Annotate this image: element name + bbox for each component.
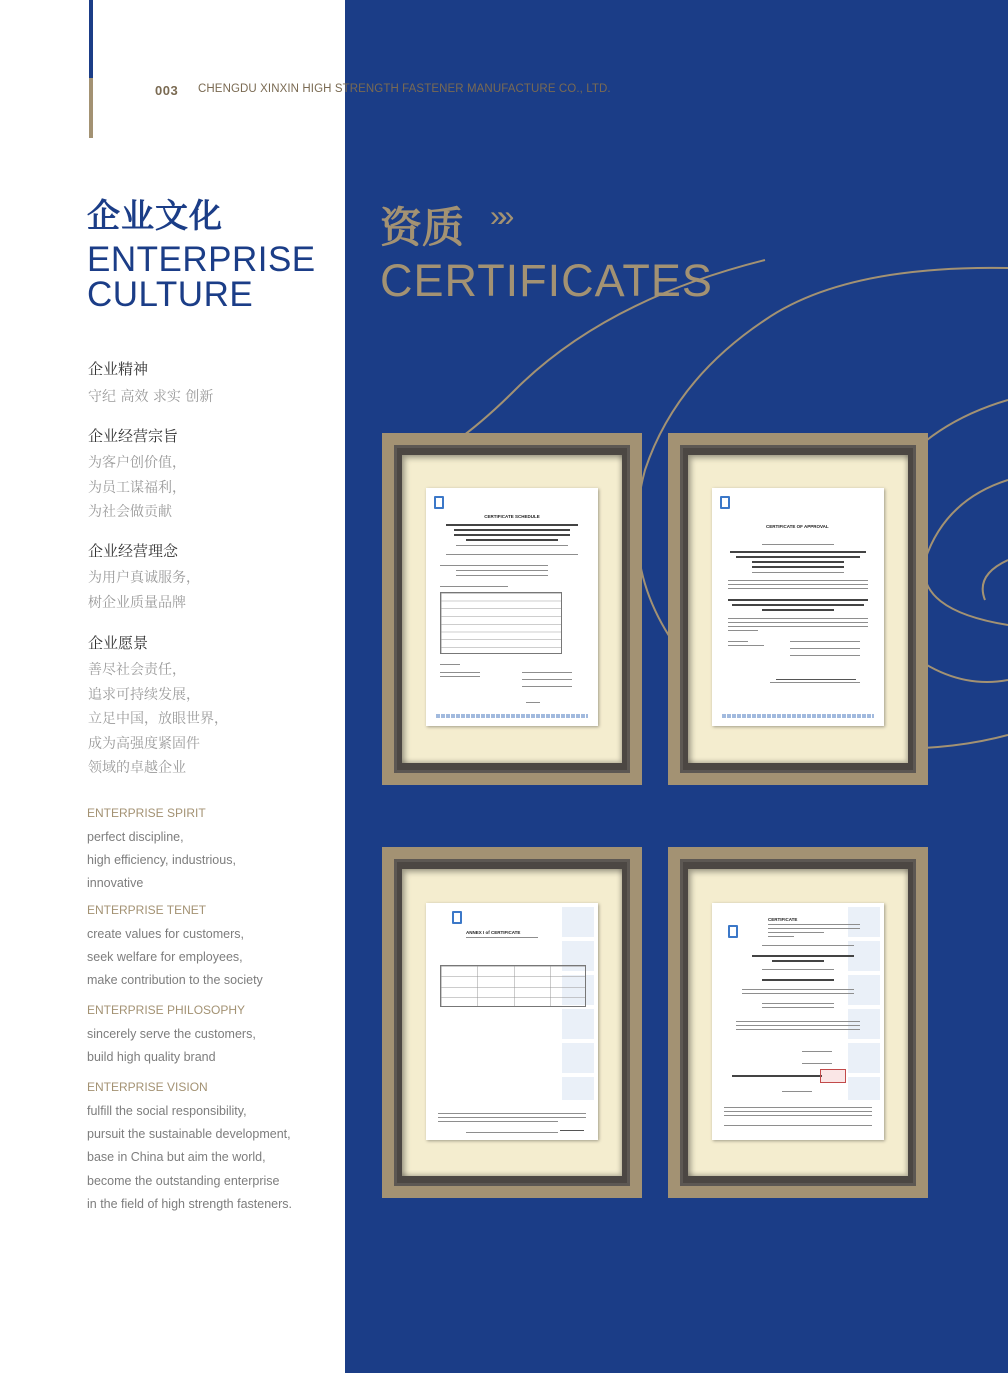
certificate-heading: ANNEX I of CERTIFICATE [466, 930, 521, 935]
en-heading-vision: ENTERPRISE VISION [87, 1080, 208, 1094]
cn-section-tenet [88, 425, 186, 525]
signature [560, 1125, 584, 1131]
certificate-document [426, 903, 598, 1140]
certificates-title-en: CERTIFICATES [380, 255, 713, 306]
en-line: high efficiency, industrious, [87, 853, 236, 868]
cn-section-spirit [88, 358, 213, 410]
chevron-right-icon: »» [490, 200, 506, 233]
certificate-heading: CERTIFICATE OF APPROVAL [766, 524, 829, 529]
en-heading-philosophy: ENTERPRISE PHILOSOPHY [87, 1003, 246, 1017]
en-line: sincerely serve the customers, [87, 1027, 256, 1041]
en-lines-philosophy [87, 1023, 256, 1069]
signature [776, 674, 856, 680]
certificate-frame-annex [382, 847, 642, 1198]
certificate-document [426, 488, 598, 726]
en-line: base in China but aim the world, [87, 1150, 266, 1165]
en-heading-tenet: ENTERPRISE TENET [87, 903, 207, 917]
en-lines-tenet [87, 923, 263, 993]
watermark [848, 907, 880, 1100]
certificate-frame-pressure-equipment [668, 847, 928, 1198]
en-line: build high quality brand [87, 1050, 216, 1065]
cn-section-vision [88, 632, 228, 781]
en-line: perfect discipline, [87, 830, 184, 844]
cn-section-heading: 企业精神 [88, 360, 149, 378]
accent-bar-gold [89, 78, 93, 138]
culture-title-en-line1: ENTERPRISE [87, 240, 316, 279]
cn-section-heading: 企业愿景 [88, 634, 149, 652]
company-name: CHENGDU XINXIN HIGH STRENGTH FASTENER MANUFACTURE CO., LTD. [198, 83, 611, 95]
certificate-heading: CERTIFICATE SCHEDULE [484, 514, 540, 519]
cn-section-line: 追求可持续发展， [88, 686, 200, 703]
cn-section-heading: 企业经营理念 [88, 542, 179, 560]
certificate-frame-schedule [382, 433, 642, 785]
en-lines-spirit [87, 826, 236, 896]
cn-section-line: 为客户创价值， [88, 455, 186, 471]
lloyds-register-logo [720, 496, 730, 509]
cn-section-line: 树企业质量品牌 [88, 594, 186, 611]
en-line: pursuit the sustainable development, [87, 1127, 291, 1142]
accent-bar-blue [89, 0, 93, 78]
page-number: 003 [155, 83, 179, 98]
cn-section-line: 善尽社会责任， [88, 662, 186, 678]
en-lines-vision [87, 1100, 292, 1216]
lloyds-register-logo [452, 911, 462, 924]
cn-section-line: 守纪 高效 求实 创新 [88, 389, 214, 405]
en-line: seek welfare for employees, [87, 950, 243, 965]
cn-section-heading: 企业经营宗旨 [88, 427, 179, 445]
certificate-document [712, 488, 884, 726]
certificate-document [712, 903, 884, 1140]
certificate-frame-approval [668, 433, 928, 785]
en-line: create values for customers, [87, 927, 245, 941]
lloyds-register-logo [728, 925, 738, 938]
culture-title-cn: 企业文化 [87, 196, 223, 235]
cn-section-line: 成为高强度紧固件 [88, 735, 200, 752]
lloyds-register-logo [434, 496, 444, 509]
en-line: fulfill the social responsibility, [87, 1104, 247, 1118]
en-line: become the outstanding enterprise [87, 1173, 280, 1188]
en-heading-spirit: ENTERPRISE SPIRIT [87, 806, 206, 820]
cn-section-line: 为员工谋福利， [88, 479, 186, 496]
certificate-heading: CERTIFICATE [768, 917, 798, 922]
culture-title-en [87, 242, 316, 312]
certificates-title-cn: 资质 [380, 203, 465, 252]
culture-title-en-line2: CULTURE [87, 275, 254, 314]
cn-section-line: 领域的卓越企业 [88, 760, 186, 776]
cn-section-line: 立足中国，放眼世界， [88, 711, 228, 727]
en-line: make contribution to the society [87, 973, 263, 988]
certificate-stamp [820, 1069, 846, 1083]
en-line: innovative [87, 876, 144, 891]
en-line: in the field of high strength fasteners. [87, 1196, 292, 1211]
cn-section-philosophy [88, 540, 200, 615]
cn-section-line: 为社会做贡献 [88, 504, 172, 520]
cn-section-line: 为用户真诚服务， [88, 570, 200, 586]
